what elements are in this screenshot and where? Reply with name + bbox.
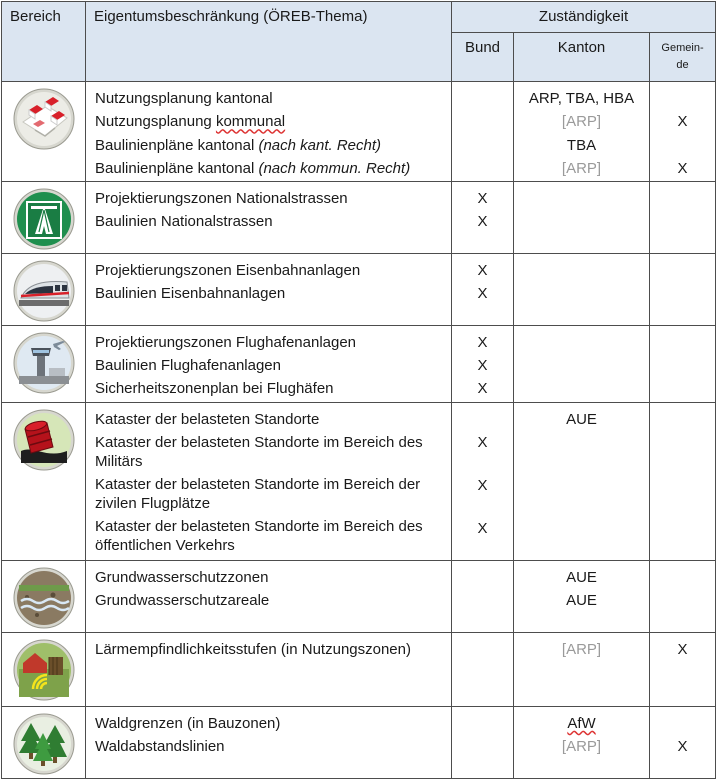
kanton-value: ARP, TBA, HBA — [528, 90, 635, 107]
kanton-value: [ARP] — [561, 113, 602, 131]
kanton-value: AfW — [567, 715, 596, 733]
theme: Grundwasserschutzzonen — [95, 569, 269, 587]
noise-icon — [2, 633, 86, 707]
bund-value: X — [477, 213, 488, 231]
theme: Projektierungszonen Nationalstrassen — [95, 189, 348, 207]
theme: Sicherheitszonenplan bei Flughäfen — [95, 380, 334, 398]
theme: Projektierungszonen Eisenbahnanlagen — [95, 261, 361, 279]
bund-value: X — [477, 434, 488, 452]
theme: Baulinien Flughafenanlagen — [95, 357, 281, 375]
bund-value: X — [477, 261, 488, 279]
header-kanton: Kanton — [514, 33, 650, 82]
table-row — [2, 707, 716, 779]
theme: Baulinien Nationalstrassen — [95, 213, 273, 231]
gemeinde-value: X — [677, 113, 688, 131]
theme: Kataster der belasteten Standorte im Bereich des öffentlichen Verkehrs — [95, 518, 423, 555]
gemeinde-value: X — [677, 160, 688, 178]
theme: Nutzungsplanung kantonal — [95, 90, 273, 107]
groundwater-icon — [2, 561, 86, 633]
table-row — [2, 181, 716, 253]
kanton-value: AUE — [566, 410, 597, 428]
header-thema: Eigentumsbeschränkung (ÖREB-Thema) — [86, 2, 452, 82]
train-icon — [2, 253, 86, 325]
theme: Baulinienpläne kantonal (nach kommun. Recht) — [95, 160, 411, 178]
theme: Waldabstandslinien — [95, 738, 225, 756]
gemeinde-value: X — [677, 738, 688, 756]
bund-value: X — [477, 520, 488, 538]
table-row — [2, 82, 716, 182]
table-row — [2, 561, 716, 633]
kanton-value: AUE — [566, 569, 597, 587]
kanton-value: [ARP] — [561, 738, 602, 756]
theme: Baulinienpläne kantonal (nach kant. Recht) — [95, 136, 382, 154]
forest-icon — [2, 707, 86, 779]
bund-value: X — [477, 189, 488, 207]
theme: Kataster der belasteten Standorte im Bereich der zivilen Flugplätze — [95, 476, 421, 513]
theme: Grundwasserschutzareale — [95, 592, 270, 610]
table-row — [2, 253, 716, 325]
theme: Kataster der belasteten Standorte — [95, 410, 320, 428]
bund-value: X — [477, 357, 488, 375]
table-row — [2, 325, 716, 402]
kanton-value: [ARP] — [561, 160, 602, 178]
gemeinde-value: X — [677, 641, 688, 659]
kanton-value: [ARP] — [561, 641, 602, 659]
bund-value: X — [477, 477, 488, 495]
theme: Baulinien Eisenbahnanlagen — [95, 285, 286, 303]
theme: Kataster der belasteten Standorte im Bereich des Militärs — [95, 434, 423, 471]
motorway-icon — [2, 181, 86, 253]
oereb-table — [1, 1, 716, 779]
kanton-value: TBA — [566, 136, 597, 154]
contaminated-site-icon — [2, 402, 86, 560]
airport-icon — [2, 325, 86, 402]
bund-value: X — [477, 333, 488, 351]
table-row — [2, 633, 716, 707]
table-row — [2, 402, 716, 560]
bund-value: X — [477, 380, 488, 398]
header-bereich: Bereich — [2, 2, 86, 82]
theme: Lärmempfindlichkeitsstufen (in Nutzungszonen) — [95, 641, 411, 659]
header-bund: Bund — [452, 33, 514, 82]
bund-value: X — [477, 285, 488, 303]
zoning-plan-icon — [2, 82, 86, 182]
theme: Nutzungsplanung kommunal — [95, 113, 286, 131]
header-gemeinde: Gemein- de — [650, 33, 716, 82]
kanton-value: AUE — [566, 592, 597, 610]
theme: Projektierungszonen Flughafenanlagen — [95, 333, 357, 351]
header-zustaendigkeit: Zuständigkeit — [452, 2, 716, 33]
theme: Waldgrenzen (in Bauzonen) — [95, 715, 281, 733]
